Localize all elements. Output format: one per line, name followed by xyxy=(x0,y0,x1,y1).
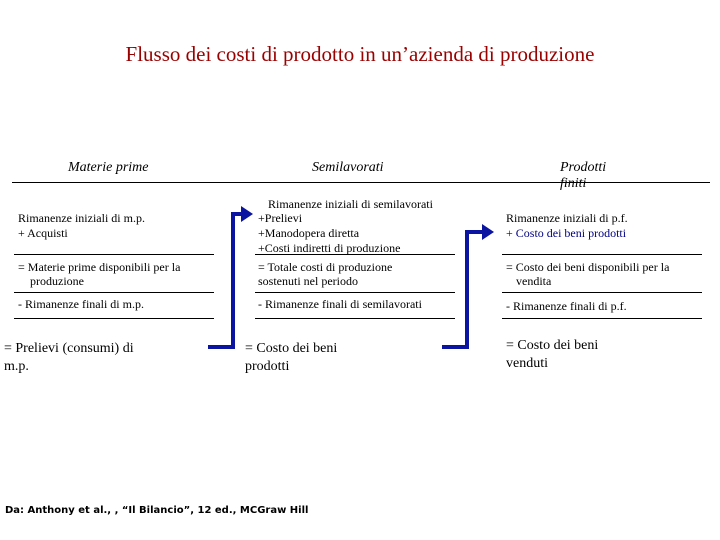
sl-total-costs: = Totale costi di produzione xyxy=(258,260,393,274)
arrow-semilavorati-to-prodotti-finiti xyxy=(442,232,488,347)
mp-result: = Prelievi (consumi) di xyxy=(4,341,134,356)
sl-total-costs-cont: sostenuti nel periodo xyxy=(258,274,358,288)
pf-closing-stock: - Rimanenze finali di p.f. xyxy=(506,299,627,313)
sl-withdrawals: +Prelievi xyxy=(258,211,303,225)
header-prodotti-finiti: Prodotti finiti xyxy=(560,160,607,191)
page-title: Flusso dei costi di prodotto in un’azienda di produzione xyxy=(125,42,595,66)
header-semilavorati: Semilavorati xyxy=(312,160,384,175)
sl-opening-stock: Rimanenze iniziali di semilavorati xyxy=(268,197,433,211)
pf-cost-produced: + Costo dei beni prodotti xyxy=(506,226,627,240)
mp-available: = Materie prime disponibili per la xyxy=(18,260,181,274)
pf-available: = Costo dei beni disponibili per la xyxy=(506,260,670,274)
sl-closing-stock: - Rimanenze finali di semilavorati xyxy=(258,297,422,311)
source-citation: Da: Anthony et al., , “Il Bilancio”, 12 ed., MCGraw Hill xyxy=(5,505,309,516)
mp-result-cont: m.p. xyxy=(4,359,29,374)
mp-closing-stock: - Rimanenze finali di m.p. xyxy=(18,297,144,311)
sl-result: = Costo dei beni xyxy=(245,341,338,356)
arrow-mp-to-semilavorati xyxy=(208,214,247,347)
header-materie-prime: Materie prime xyxy=(68,160,149,175)
sl-direct-labour: +Manodopera diretta xyxy=(258,226,360,240)
sl-result-cont: prodotti xyxy=(245,359,290,374)
pf-result-cont: venduti xyxy=(506,356,548,371)
pf-available-cont: vendita xyxy=(516,274,552,288)
sl-overhead: +Costi indiretti di produzione xyxy=(258,241,401,255)
mp-purchases: + Acquisti xyxy=(18,226,68,240)
pf-opening-stock: Rimanenze iniziali di p.f. xyxy=(506,211,628,225)
mp-opening-stock: Rimanenze iniziali di m.p. xyxy=(18,211,145,225)
pf-result: = Costo dei beni xyxy=(506,338,599,353)
mp-available-cont: produzione xyxy=(30,274,84,288)
